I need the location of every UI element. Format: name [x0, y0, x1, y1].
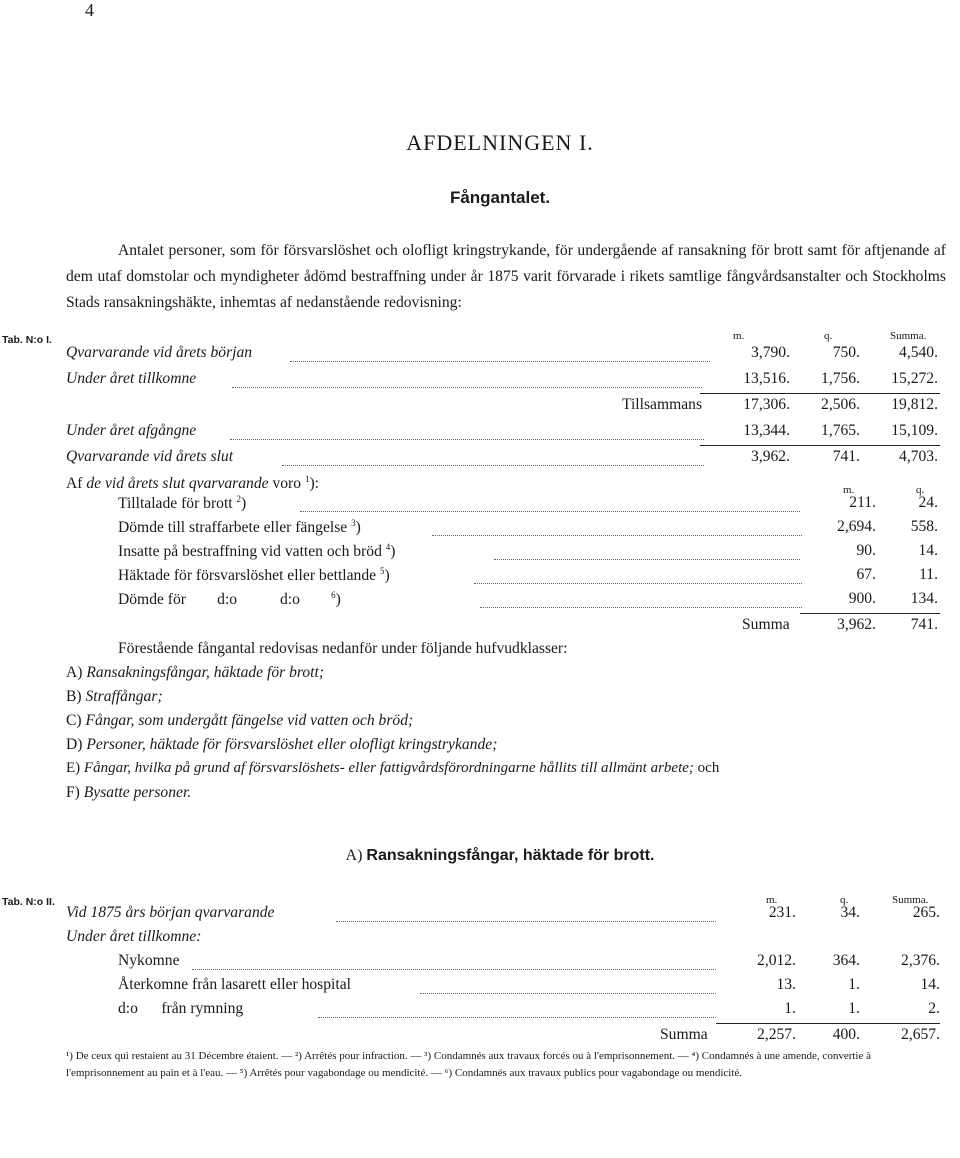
value-sum: 4,540.	[899, 344, 938, 361]
total-q: 400.	[832, 1026, 860, 1043]
class-text: Ransakningsfångar, häktade för brott;	[86, 664, 325, 681]
list-item	[66, 664, 324, 682]
value-q: 24.	[918, 494, 938, 511]
table-row: Dömde för d:o d:o $^6$) 900. 134.	[118, 590, 938, 609]
value-q: 1,765.	[821, 422, 860, 439]
value-m: 2,012.	[757, 952, 796, 969]
value-m: 13,344.	[743, 422, 790, 439]
breakdown-title-post: voro	[268, 475, 305, 493]
t1-header-m: m.	[733, 330, 745, 342]
leader-dots	[420, 993, 716, 994]
page-number: 4	[85, 0, 94, 20]
class-text: Personer, häktade för försvarslöshet eller olofligt kringstrykande;	[86, 736, 498, 753]
leader-dots	[432, 535, 802, 536]
class-letter: A)	[66, 664, 83, 681]
total-row	[0, 1026, 960, 1050]
list-item	[66, 688, 163, 706]
footnote-ref: 1	[304, 474, 310, 484]
value-sum: 14.	[920, 976, 940, 993]
footnote-ref: 5	[379, 566, 385, 576]
section-a-title: Ransakningsfångar, häktade för brott.	[366, 847, 655, 864]
class-text: Bysatte personer.	[83, 784, 192, 801]
classes-intro: Förestående fångantal redovisas nedanför under följande hufvudklasser:	[118, 640, 568, 657]
list-item	[66, 760, 719, 777]
value-sum: 4,703.	[899, 448, 938, 465]
class-text: Straffångar;	[85, 688, 163, 705]
value-m: 67.	[856, 566, 876, 583]
value-m: 1.	[784, 1000, 796, 1017]
value-m: 13,516.	[743, 370, 790, 387]
table-row	[0, 422, 960, 446]
row-label: Dömde för d:o d:o	[118, 591, 332, 609]
t1-header-sum: Summa.	[890, 330, 927, 342]
value-m: 3,962.	[751, 448, 790, 465]
leader-dots	[300, 511, 800, 512]
value-m: 2,694.	[837, 518, 876, 535]
row-label: d:o från rymning	[118, 1000, 244, 1017]
class-letter: D)	[66, 736, 83, 753]
intro-text: Antalet personer, som för försvarslöshet och olofligt kringstrykande, för undergående af ransakning för brott samt för aftjenande af dem utaf domstolar och myndigheter ådömd bestraffning under år 1875 varit förvarade i rikets samtlige fångvårdsanstalter och Stockholms Stads ransakningshäkte, inhemtas af nedanstående redovisning:	[66, 242, 946, 311]
value-sum: 2,376.	[901, 952, 940, 969]
list-item	[66, 736, 497, 754]
table-row	[0, 448, 960, 472]
table-row: Häktade för försvarslöshet eller bettlande $^5$) 67. 11.	[118, 566, 938, 585]
total-m: 2,257.	[757, 1026, 796, 1043]
value-q: 1.	[848, 1000, 860, 1017]
t2-header-q: q.	[840, 894, 849, 906]
total-q: 741.	[910, 616, 938, 633]
value-q: 1.	[848, 976, 860, 993]
table-row	[0, 952, 960, 976]
breakdown-title-pre: Af	[66, 475, 87, 493]
breakdown-title-end: ):	[309, 475, 319, 493]
sum-rule	[700, 445, 940, 446]
value-q: 2,506.	[821, 396, 860, 413]
leader-dots	[282, 465, 704, 466]
breakdown-title	[66, 474, 319, 493]
list-item	[66, 712, 413, 730]
value-sum: 15,109.	[891, 422, 938, 439]
footnote-ref: 2	[236, 494, 242, 504]
value-q: 34.	[840, 904, 860, 921]
section-a-letter: A)	[345, 847, 367, 864]
table-row	[0, 344, 960, 368]
row-label: Qvarvarande vid årets början	[66, 344, 253, 361]
value-q: 750.	[832, 344, 860, 361]
value-q: 1,756.	[821, 370, 860, 387]
row-label: Under året tillkomne	[66, 370, 197, 387]
value-sum: 265.	[912, 904, 940, 921]
total-label: Summa	[660, 1026, 708, 1043]
sum-rule	[716, 1023, 940, 1024]
leader-dots	[336, 921, 716, 922]
value-q: 558.	[910, 518, 938, 535]
breakdown-header-q: q.	[916, 484, 925, 496]
footnote-ref: 4	[385, 542, 391, 552]
leader-dots	[232, 387, 702, 388]
total-sum: 2,657.	[901, 1026, 940, 1043]
leader-dots	[474, 583, 802, 584]
table-row	[0, 904, 960, 928]
value-m: 3,790.	[751, 344, 790, 361]
class-letter: B)	[66, 688, 82, 705]
class-letter: F)	[66, 784, 80, 801]
list-item	[66, 784, 191, 802]
table-row	[0, 370, 960, 394]
value-sum: 19,812.	[891, 396, 938, 413]
class-tail: och	[693, 760, 720, 776]
table-row	[0, 976, 960, 1000]
row-label: Tilltalade för brott	[118, 495, 237, 513]
leader-dots	[192, 969, 716, 970]
total-m: 3,962.	[837, 616, 876, 633]
intro-paragraph	[66, 238, 946, 316]
footnotes: ¹) De ceux qui restaient au 31 Décembre étaient. — ²) Arrêtés pour infraction. — ³) Condamnés aux travaux forcés ou à l'emprisonnement. — ⁴) Condamnés à une amende, convertie à l'emprisonnement au pain et à l'eau. — ⁵) Arrêtés pour vagabondage ou mendicité. — ⁶) Condamnés aux travaux publics pour vagabondage ou mendicité.	[66, 1050, 871, 1079]
table-row: Tilltalade för brott $^2$) 211. 24.	[118, 494, 938, 513]
table-row: Insatte på bestraffning vid vatten och bröd $^4$) 90. 14.	[118, 542, 938, 561]
table-subheading: Under året tillkomne:	[66, 928, 202, 945]
tab-label-1: Tab. N:o I.	[2, 334, 52, 346]
section-heading: AFDELNINGEN I.	[406, 130, 594, 155]
table-row: Dömde till straffarbete eller fängelse $^3$) 2,694. 558.	[118, 518, 938, 537]
value-q: 134.	[910, 590, 938, 607]
table-row	[0, 1000, 960, 1024]
section-subheading: Fångantalet.	[449, 188, 551, 207]
total-row	[0, 616, 960, 640]
leader-dots	[230, 439, 704, 440]
row-label: Nykomne	[118, 952, 180, 969]
section-a-heading	[0, 847, 960, 865]
leader-dots	[494, 559, 800, 560]
sum-rule	[700, 393, 940, 394]
row-label: Återkomne från lasarett eller hospital	[118, 976, 351, 993]
row-label: Häktade för försvarslöshet eller bettlande	[118, 567, 380, 585]
value-m: 17,306.	[743, 396, 790, 413]
row-label: Tillsammans	[622, 396, 703, 413]
row-label: Under året afgångne	[66, 422, 197, 439]
leader-dots	[480, 607, 802, 608]
leader-dots	[318, 1017, 716, 1018]
value-q: 741.	[832, 448, 860, 465]
row-label: Dömde till straffarbete eller fängelse	[118, 519, 352, 537]
class-letter: E)	[66, 760, 81, 776]
breakdown-header-m: m.	[843, 484, 855, 496]
t2-header-sum: Summa.	[892, 894, 929, 906]
t1-header-q: q.	[824, 330, 833, 342]
value-q: 11.	[919, 566, 938, 583]
value-m: 900.	[848, 590, 876, 607]
tab-label-2: Tab. N:o II.	[2, 896, 55, 908]
row-label: Insatte på bestraffning vid vatten och bröd	[118, 543, 386, 561]
value-m: 211.	[849, 494, 876, 511]
value-m: 13.	[776, 976, 796, 993]
footnote-ref: 6	[331, 590, 336, 600]
footnote-ref: 3	[351, 518, 356, 528]
row-label: Qvarvarande vid årets slut	[66, 448, 234, 465]
total-label: Summa	[742, 616, 790, 633]
class-text: Fångar, hvilka på grund af försvarslöshets- eller fattigvårdsförordningarne hållits till allmänt arbete;	[83, 760, 694, 776]
t2-header-m: m.	[766, 894, 778, 906]
value-sum: 2.	[928, 1000, 940, 1017]
breakdown-title-italic: de vid årets slut qvarvarande	[86, 475, 269, 493]
value-q: 364.	[832, 952, 860, 969]
leader-dots	[290, 361, 710, 362]
value-sum: 15,272.	[891, 370, 938, 387]
value-q: 14.	[918, 542, 938, 559]
value-m: 90.	[856, 542, 876, 559]
table-row	[0, 396, 960, 420]
class-text: Fångar, som undergått fängelse vid vatten och bröd;	[85, 712, 414, 729]
value-m: 231.	[768, 904, 796, 921]
class-letter: C)	[66, 712, 82, 729]
row-label: Vid 1875 års början qvarvarande	[66, 904, 275, 921]
sum-rule	[800, 613, 940, 614]
